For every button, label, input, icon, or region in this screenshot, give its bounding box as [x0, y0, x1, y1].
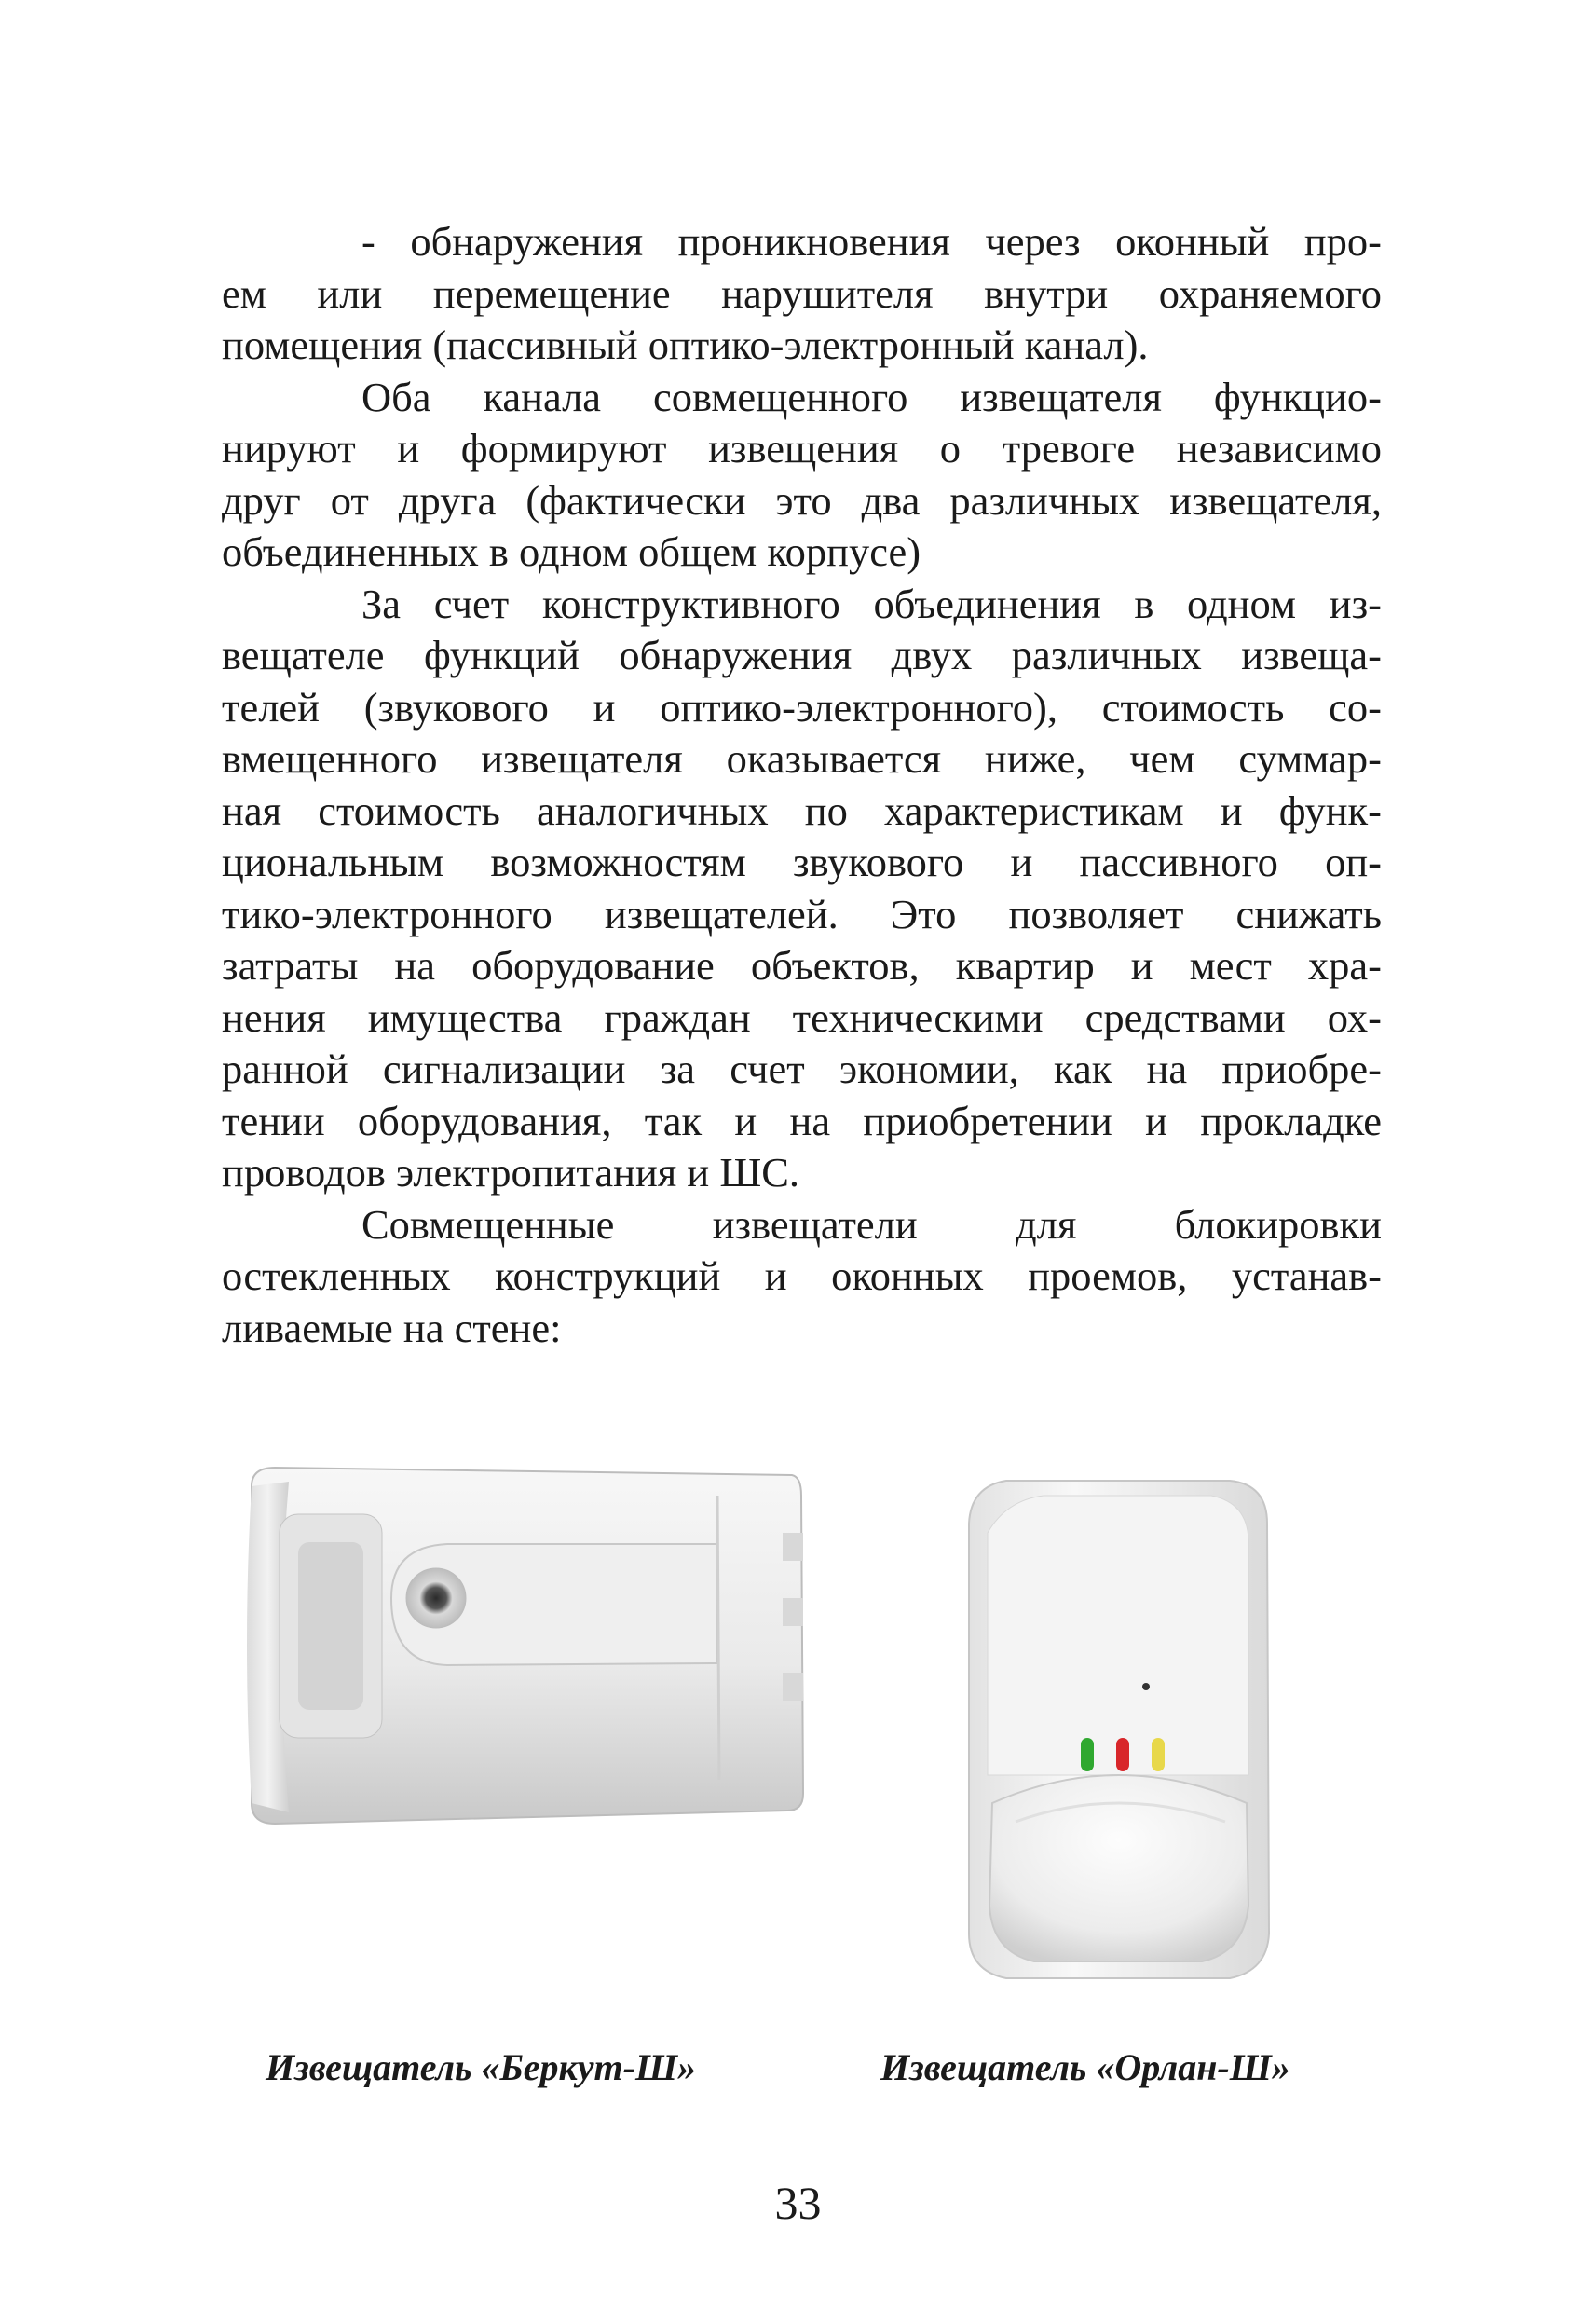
text-line: - обнаружения проникновения через оконный про-	[361, 218, 1382, 265]
text-line: телей (звукового и оптико-электронного), стоимость со-	[222, 683, 1382, 731]
text-line: ем или перемещение нарушителя внутри охраняемого	[222, 269, 1382, 317]
text-line: вещателе функций обнаружения двух различных извеща-	[222, 632, 1382, 678]
text-line: Оба канала совмещенного извещателя функцио-	[361, 373, 1382, 420]
text-line: циональным возможностям звукового и пассивного оп-	[222, 839, 1382, 885]
text-line: За счет конструктивного объединения в одном из-	[361, 580, 1382, 627]
text-line: объединенных в одном общем корпусе)	[222, 528, 921, 575]
orlan-caption: Извещатель «Орлан-Ш»	[880, 2046, 1290, 2088]
text-line: остекленных конструкций и оконных проемов, устанав-	[222, 1252, 1382, 1299]
text-line: вмещенного извещателя оказывается ниже, чем суммар-	[222, 735, 1382, 782]
berkut-detector-image	[233, 1458, 839, 1831]
text-line: ранной сигнализации за счет экономии, как на приобре-	[222, 1046, 1382, 1092]
text-line: друг от друга (фактически это два различных извещателя,	[222, 476, 1382, 524]
text-line: тении оборудования, так и на приобретении и прокладке	[222, 1097, 1382, 1144]
text-line: ная стоимость аналогичных по характеристикам и функ-	[222, 786, 1382, 834]
page-number: 33	[774, 2177, 822, 2229]
berkut-caption: Извещатель «Беркут-Ш»	[266, 2046, 696, 2088]
text-line: Совмещенные извещатели для блокировки	[361, 1200, 1382, 1248]
text-line: нируют и формируют извещения о тревоге независимо	[222, 425, 1382, 472]
text-line: помещения (пассивный оптико-электронный канал).	[222, 321, 1149, 368]
text-line: ливаемые на стене:	[222, 1304, 562, 1351]
text-line: тико-электронного извещателей. Это позволяет снижать	[222, 890, 1382, 937]
body-text	[222, 216, 1382, 1354]
orlan-detector-image	[950, 1468, 1286, 2008]
text-line: нения имущества граждан техническими средствами ох-	[222, 993, 1382, 1041]
text-line: проводов электропитания и ШС.	[222, 1149, 800, 1196]
text-line: затраты на оборудование объектов, квартир и мест хра-	[222, 942, 1382, 989]
